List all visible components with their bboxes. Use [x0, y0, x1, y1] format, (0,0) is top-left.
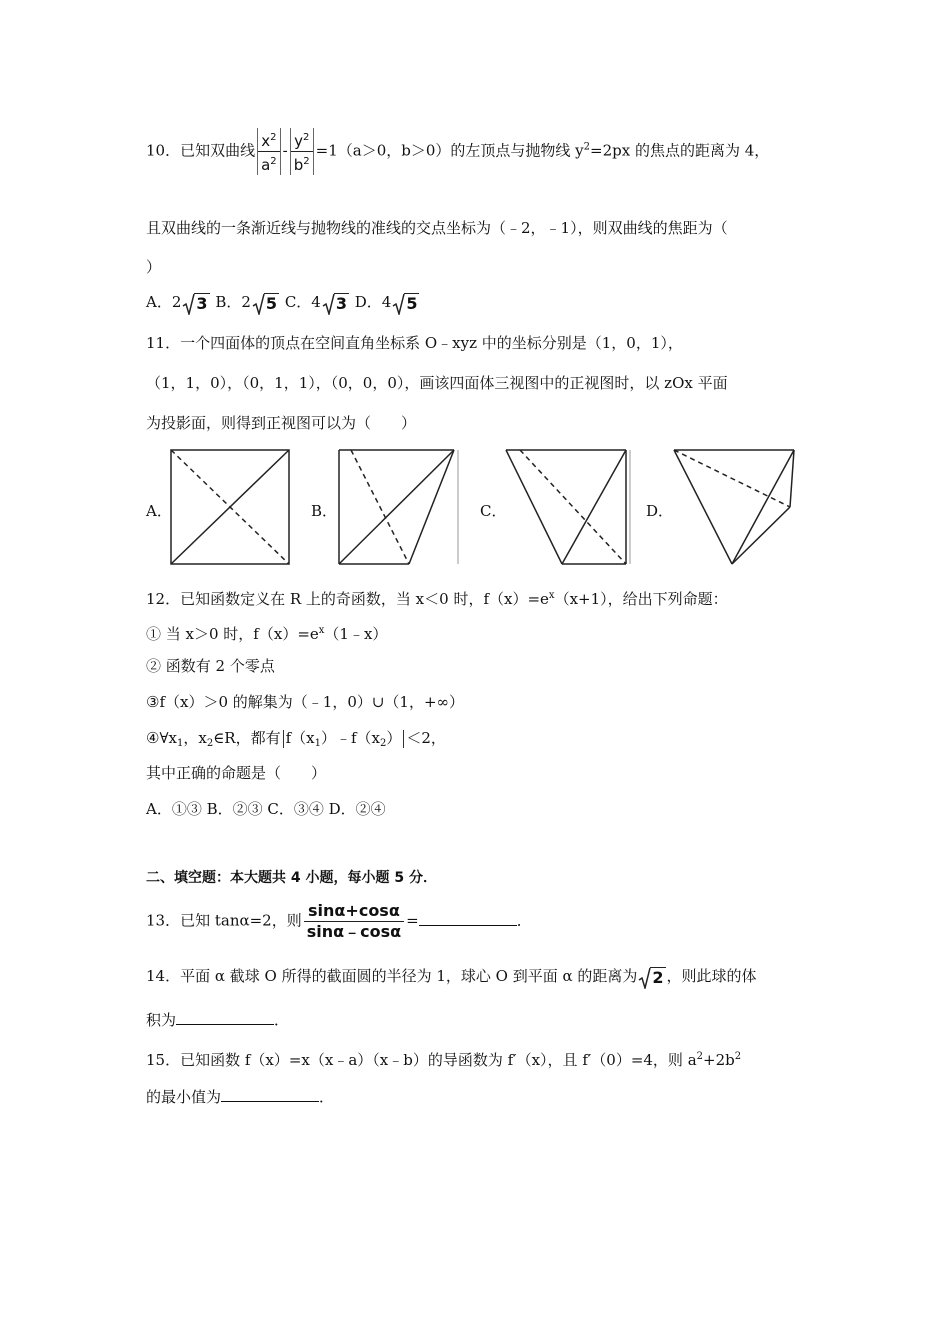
sqrt-symbol: 5	[392, 293, 419, 314]
q13-fraction: $\frac{\sin\alpha+\cos\alpha}{\sin\alpha﹣\cos\alpha}$	[304, 901, 404, 942]
option-a-label: A．	[146, 502, 172, 520]
option-d-label: D．	[646, 502, 674, 520]
q10-fraction-y2-b2: $\frac{y^2}{b^2}$	[290, 128, 314, 175]
q12-item2: ② 函数有 2 个零点	[146, 657, 275, 675]
q14-line2: 积为 ．	[146, 1011, 290, 1029]
q13-line: 13．已知 tanα=2，则 $\frac{\sin\alpha+\cos\alpha}{\sin\alpha﹣\cos\alpha}$ = ．	[146, 901, 532, 941]
figure-b-trapezoid	[334, 447, 464, 567]
q10-line2: 且双曲线的一条渐近线与抛物线的准线的交点坐标为（﹣2，﹣1），则双曲线的焦距为（	[146, 219, 728, 237]
q10-line1: 10．已知双曲线 $\frac{x^2}{a^2}$ - $\frac{y^2}{b^2}$ =1（a＞0，b＞0）的左顶点与抛物线 $y^2=2px$ 的焦点的距离为 4，	[146, 128, 769, 175]
section2-title: 二、填空题：本大题共 4 小题，每小题 5 分．	[146, 870, 437, 886]
sqrt-symbol: 3	[322, 293, 349, 314]
q10-options: A．2 3 B．2 5 C．4 3 D．4 5	[146, 293, 418, 313]
figure-a-square-diagonals	[168, 447, 292, 567]
q15-answer-blank[interactable]	[221, 1087, 319, 1102]
q11-line3: 为投影面，则得到正视图可以为（ ）	[146, 414, 417, 432]
abs-bar-left	[283, 730, 284, 748]
q14-line1: 14．平面 α 截球 O 所得的截面圆的半径为 1，球心 O 到平面 α 的距离为 2 ，则此球的体	[146, 967, 757, 987]
q12-item3: ③f（x）＞0 的解集为（﹣1，0）∪（1，+∞）	[146, 693, 465, 711]
q12-item1: ① 当 x＞0 时，$f(x)=e^x(1﹣x)$	[146, 625, 388, 643]
abs-bar-right	[403, 730, 404, 748]
q11-line2: （1，1，0），（0，1，1），（0，0，0），画该四面体三视图中的正视图时，以 zOx 平面	[146, 374, 728, 392]
q12-item4: $④\forall x_1$，$x_2\in R$，都有 $f(x_1)﹣f(x_2) <2$，	[146, 729, 446, 749]
sqrt-symbol: 5	[252, 293, 279, 314]
sqrt-symbol: 3	[182, 293, 209, 314]
q10-line3: ）	[146, 258, 162, 276]
sqrt-symbol: 2	[638, 967, 665, 988]
option-c-label: C．	[480, 502, 507, 520]
q11-line1: 11．一个四面体的顶点在空间直角坐标系 O﹣xyz 中的坐标分别是（1，0，1），	[146, 334, 683, 352]
q10-minus: -	[282, 141, 288, 160]
q12-options: A．①③ B．②③ C．③④ D．②④	[146, 800, 386, 818]
q10-prefix: 10．已知双曲线	[146, 141, 256, 160]
figure-c-inverted-trapezoid	[502, 447, 632, 567]
option-b-label: B．	[311, 502, 338, 520]
figure-d-quadrilateral	[670, 447, 800, 567]
q15-line2: 的最小值为 ．	[146, 1088, 335, 1106]
q12-question: 其中正确的命题是（ ）	[146, 764, 327, 782]
q15-line1: 15．已知函数 f（x）=x（x﹣a）（x﹣b）的导函数为 f′（x），且 f′（0）=4，则 $a^2+2b^2$	[146, 1051, 742, 1069]
q14-answer-blank[interactable]	[176, 1010, 274, 1025]
q13-answer-blank[interactable]	[419, 911, 517, 926]
q10-fraction-x2-a2: $\frac{x^2}{a^2}$	[257, 128, 281, 175]
q12-line1: 12．已知函数定义在 R 上的奇函数，当 x＜0 时，$f(x)=e^x(x+1)$，给出下列命题：	[146, 590, 728, 608]
